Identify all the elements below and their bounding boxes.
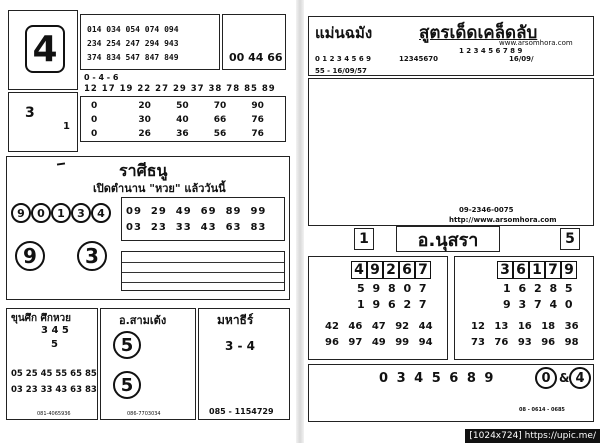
pair-cell: 90 [251,101,264,111]
pair-cell: 26 [138,129,151,139]
rasi-sub1: เปิดตำนาน "หวย" แล้ววันนี้ [93,182,226,195]
number-row: 12 17 19 22 27 29 37 38 78 85 89 [84,84,276,94]
side-number-box [222,14,286,70]
pair-row-label: 0 [91,115,98,125]
col2-title: อ.สามเต้ง [119,314,167,327]
bottom-col-2 [100,308,196,420]
panel-right-digits: 3 6 1 7 9 [497,261,577,279]
watermark: [1024x724] https://upic.me/ [465,429,600,443]
pair-cell: 56 [213,129,227,139]
pair-cell: 76 [251,129,264,139]
url-line[interactable]: http://www.arsomhora.com [449,216,557,224]
pair-row-2 [91,115,264,125]
small-left-digits2: 1 [63,121,70,132]
foot-pair-a: 0 [535,367,557,389]
pair-table [80,96,286,142]
circle-digit: 4 [91,203,111,223]
bottom-col-1 [6,308,98,420]
rasi-title: ราศีธนู [119,161,168,180]
rasi-row-2: 03 23 33 43 63 83 [126,222,267,233]
panel-right-grid-1: 12 13 16 18 36 [471,321,579,332]
big-digit: 4 [32,28,58,70]
big-right-circle: 3 [77,241,107,271]
mid-left-box: 1 [354,228,374,250]
rasi-section [6,156,290,300]
col3-phone: 085 - 1154729 [209,407,274,416]
bottom-line: 08 - 0614 - 0685 [519,407,565,413]
small-left-box [8,92,78,152]
pair-row-1 [91,101,264,111]
right-page [304,0,600,443]
big-left-circle: 9 [15,241,45,271]
col1-line-2: 5 [51,339,58,350]
foot-pair-b: 4 [569,367,591,389]
intro-line-4: 55 - 16/09/57 [315,67,367,75]
big-digit-circle [25,25,65,73]
left-page [0,0,296,443]
logo-area [308,16,594,76]
col1-line-1: 3 4 5 [41,325,69,336]
pair-row-label: 0 [91,101,98,111]
top-table-row-2: 234 254 247 294 943 [87,39,179,48]
mid-title-box: อ.นุสรา [396,226,500,252]
col3-big: 3 - 4 [225,339,256,353]
panel-left-grid-1: 42 46 47 92 44 [325,321,433,332]
panel-left-digits: 4 9 2 6 7 [351,261,431,279]
ribbon [57,162,65,165]
pair-cell: 20 [138,101,151,111]
left-header-bar [86,4,206,14]
page-fold [296,0,304,443]
intro-num-1: 12345670 [399,55,438,63]
pair-cell: 66 [213,115,227,125]
col2-phone: 086-7703034 [127,411,161,417]
panel-right-row2: 9 3 7 4 0 [503,298,575,311]
intro-num-2: 16/09/ [509,55,534,63]
rasi-sub-grid [121,251,285,291]
foot-digits: 0 3 4 5 6 8 9 [379,371,496,386]
big-digit-box [8,10,78,90]
pair-row-label: 0 [91,129,98,139]
col1-row-1: 05 25 45 55 65 85 [11,369,97,379]
rasi-grid [121,197,285,241]
circle-digit: 3 [71,203,91,223]
logo-left: แม่นฉมัง [315,24,373,42]
note-line: 0 - 4 - 6 [84,73,119,82]
sms-line: 09-2346-0075 [459,206,514,214]
pair-cell: 70 [213,101,227,111]
pair-cell: 50 [176,101,189,111]
panel-left-grid-2: 96 97 49 99 94 [325,337,433,348]
pair-cell: 76 [251,115,264,125]
website[interactable]: www.arsomhora.com [499,39,573,47]
intro-line-2: 0 1 2 3 4 5 6 9 [315,55,372,63]
panel-right-grid-2: 73 76 93 96 98 [471,337,579,348]
foot-amp: & [559,371,570,385]
pair-row-3 [91,129,264,139]
col2-big1: 5 [113,331,141,359]
circle-digit: 0 [31,203,51,223]
side-number: 00 44 66 [229,51,283,64]
pair-cell: 30 [138,115,151,125]
panel-left-row1: 5 9 8 0 7 [357,282,429,295]
top-table-row-1: 014 034 054 074 094 [87,25,179,34]
col1-title: ขุนศึก ศึกหวย [11,313,72,324]
foot-box [308,364,594,422]
top-table-row-3: 374 834 547 847 849 [87,53,179,62]
bottom-col-3 [198,308,290,420]
formula-list [308,78,594,226]
top-number-table [80,14,220,70]
intro-num-0: 1 2 3 4 5 6 7 8 9 [459,47,523,55]
pair-cell: 40 [176,115,189,125]
panel-left-row2: 1 9 6 2 7 [357,298,429,311]
circle-digit: 9 [11,203,31,223]
panel-right-row1: 1 6 2 8 5 [503,282,575,295]
mid-right-box: 5 [560,228,580,250]
small-left-digits: 3 [25,105,35,121]
rasi-row-1: 09 29 49 69 89 99 [126,206,267,217]
col3-title: มหาธีร์ [217,313,254,327]
col1-row-2: 03 23 33 43 63 83 [11,385,97,395]
circle-digit: 1 [51,203,71,223]
panel-left [308,256,448,360]
logo-right: สูตรเด็ดเคล็ดลับ [419,23,538,43]
pair-cell: 36 [176,129,189,139]
panel-right [454,256,594,360]
col1-phone: 081-4065936 [37,411,71,417]
col2-big2: 5 [113,371,141,399]
